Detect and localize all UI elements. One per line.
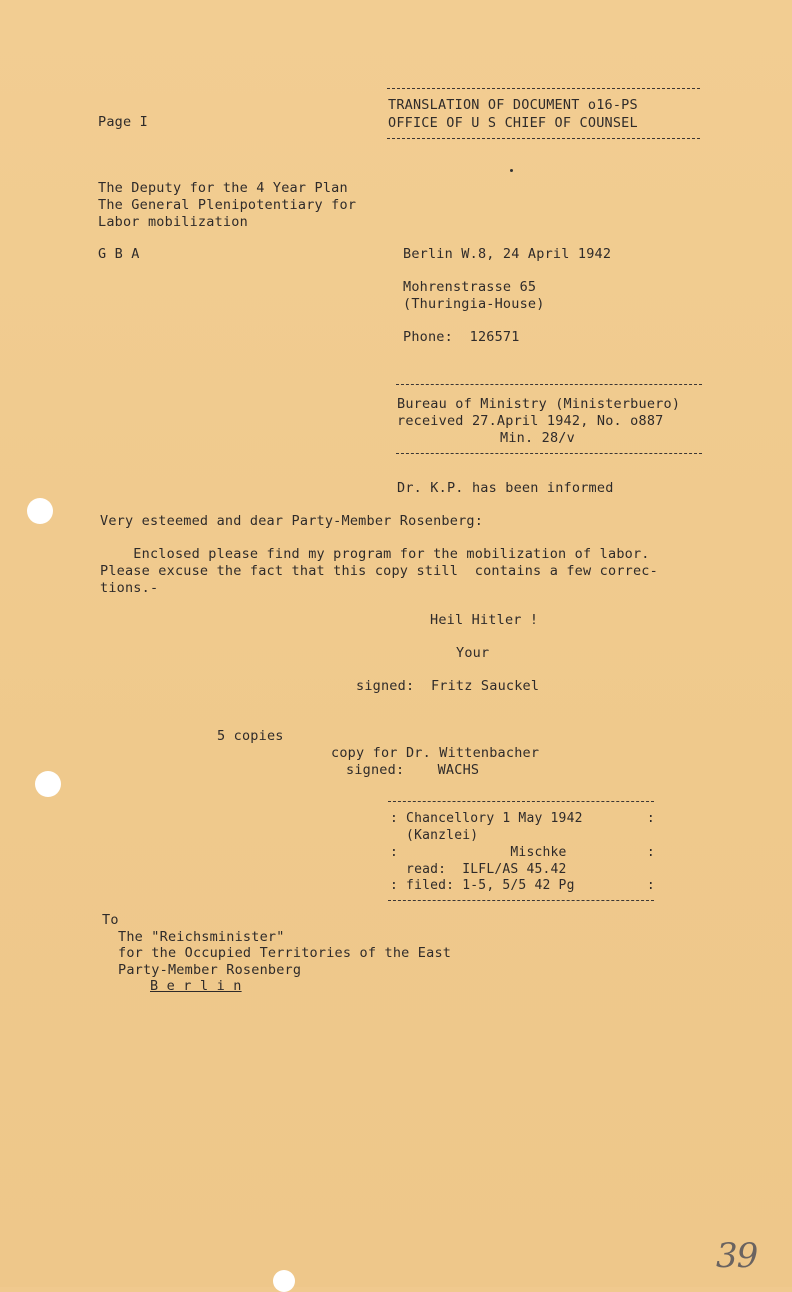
recipient-line-2: for the Occupied Territories of the East: [118, 945, 452, 961]
street: Mohrenstrasse 65: [403, 279, 537, 295]
chancellery-line-2: (Kanzlei): [390, 828, 479, 843]
page-number: 39: [716, 1236, 758, 1276]
copy-signed: signed: WACHS: [346, 762, 480, 778]
receipt-line-2: received 27.April 1942, No. o887: [397, 413, 664, 429]
sender-line-3: Labor mobilization: [98, 214, 248, 230]
closing-your: Your: [456, 645, 490, 661]
informed-note: Dr. K.P. has been informed: [397, 480, 614, 496]
recipient-city: B e r l i n: [150, 978, 242, 994]
office-line: OFFICE OF U S CHIEF OF COUNSEL: [388, 115, 638, 131]
phone: Phone: 126571: [403, 329, 520, 345]
recipient-line-1: The "Reichsminister": [118, 929, 285, 945]
copy-for: copy for Dr. Wittenbacher: [331, 745, 540, 761]
chancellery-line-5: : filed: 1-5, 5/5 42 Pg :: [390, 878, 655, 893]
stray-mark: [510, 169, 513, 172]
chancellery-rule-bottom: [388, 900, 654, 901]
receipt-line-3: Min. 28/v: [500, 430, 575, 446]
chancellery-line-1: : Chancellory 1 May 1942 :: [390, 811, 655, 826]
body-line-3: tions.-: [100, 580, 159, 596]
header-rule-top: [387, 88, 700, 89]
sender-line-1: The Deputy for the 4 Year Plan: [98, 180, 348, 196]
closing-heil: Heil Hitler !: [430, 612, 539, 628]
salutation: Very esteemed and dear Party-Member Rosenberg:: [100, 513, 484, 529]
header-rule-bottom: [387, 138, 700, 139]
place-date: Berlin W.8, 24 April 1942: [403, 246, 612, 262]
body-line-2: Please excuse the fact that this copy still contains a few correc-: [100, 563, 658, 579]
chancellery-rule-top: [388, 801, 654, 802]
translation-line: TRANSLATION OF DOCUMENT o16-PS: [388, 97, 638, 113]
copies-count: 5 copies: [217, 728, 284, 744]
body-line-1: Enclosed please find my program for the mobilization of labor.: [100, 546, 650, 562]
receipt-rule-top: [396, 384, 702, 385]
sender-line-2: The General Plenipotentiary for: [98, 197, 357, 213]
punch-hole-top: [27, 498, 53, 524]
sender-abbr: G B A: [98, 246, 140, 262]
building: (Thuringia-House): [403, 296, 545, 312]
paper-notch: [273, 1270, 295, 1292]
chancellery-line-4: read: ILFL/AS 45.42: [390, 862, 567, 877]
signature-line: signed: Fritz Sauckel: [356, 678, 540, 694]
chancellery-line-3: : Mischke :: [390, 845, 655, 860]
recipient-line-3: Party-Member Rosenberg: [118, 962, 302, 978]
punch-hole-bottom: [35, 771, 61, 797]
receipt-line-1: Bureau of Ministry (Ministerbuero): [397, 396, 681, 412]
receipt-rule-bottom: [396, 453, 702, 454]
recipient-to: To: [102, 912, 119, 928]
page-label: Page I: [98, 114, 148, 130]
